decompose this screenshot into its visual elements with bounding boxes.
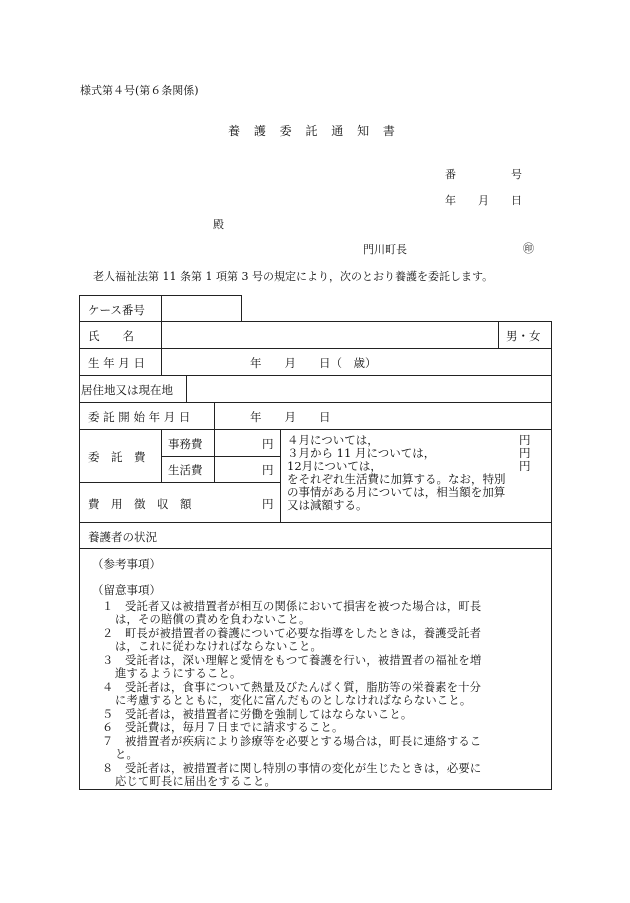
- fee-note-line: 又は減額する。: [287, 498, 368, 512]
- caution-line: に考慮するとともに，変化に富んだものとしなければならないこと。: [115, 694, 472, 707]
- addressee-label: 殿: [213, 218, 224, 231]
- fee-label: 委 託 費: [88, 450, 146, 464]
- fee-note-line: の事情がある月については，相当額を加算: [287, 485, 506, 499]
- fee-note-yen: 円: [519, 446, 531, 460]
- caution-line: １ 受託者又は被措置者が相互の関係において損害を被つた場合は，町長: [102, 600, 482, 613]
- caution-line: と。: [115, 748, 138, 761]
- birth-date-value: 年 月 日（ 歳）: [250, 356, 377, 370]
- start-date-label: 委 託 開 始 年 月 日: [88, 410, 191, 424]
- caution-line: ３ 受託者は，深い理解と愛情をもつて養護を行い，被措置者の福祉を増: [102, 654, 482, 667]
- fee-note-yen: 円: [519, 433, 531, 447]
- caution-line: ４ 受託者は，食事について熱量及びたんぱく質，脂肪等の栄養素を十分: [102, 681, 482, 694]
- caution-line: 応じて町長に届出をすること。: [115, 775, 276, 788]
- form-number: 様式第４号(第６条関係): [80, 84, 199, 97]
- caution-line: は，これに従わなければならないこと。: [115, 640, 322, 653]
- caution-line: ６ 受託費は，毎月７日までに請求すること。: [102, 721, 344, 734]
- number-label: 番 号: [445, 168, 522, 181]
- fee-note-line: ４月については，: [287, 433, 379, 447]
- fee-note-line: をそれぞれ生活費に加算する。なお，特別: [287, 472, 506, 486]
- fee-note-yen: 円: [519, 459, 531, 473]
- fee-notes: [287, 434, 537, 512]
- reference-label: （参考事項）: [92, 557, 161, 571]
- admin-fee-label: 事務費: [168, 437, 203, 451]
- caution-line: 進するようにすること。: [115, 667, 242, 680]
- caution-line: ８ 受託者は，被措置者に関し特別の事情の変化が生じたときは，必要に: [102, 762, 482, 775]
- case-number-label: ケース番号: [88, 303, 145, 317]
- intro-text: 老人福祉法第 11 条第 1 項第 3 号の規定により，次のとおり養護を委託します。: [93, 270, 494, 283]
- fee-note-line: 12月については，: [287, 459, 382, 473]
- name-label: 氏 名: [88, 329, 134, 343]
- start-date-value: 年 月 日: [250, 410, 331, 424]
- page-title: 養 護 委 託 通 知 書: [228, 124, 400, 138]
- collection-yen: 円: [262, 497, 274, 511]
- seal-mark: ㊞: [523, 242, 534, 255]
- admin-fee-yen: 円: [262, 437, 274, 451]
- collection-label: 費 用 徴 収 額: [88, 497, 192, 511]
- fee-note-line: ３月から 11 月については，: [287, 446, 436, 460]
- issuer-name: 門川町長: [363, 243, 407, 256]
- gender-options: 男・女: [506, 329, 541, 343]
- birth-date-label: 生 年 月 日: [88, 356, 145, 370]
- caution-title: （留意事項）: [92, 583, 161, 597]
- date-label: 年 月 日: [445, 194, 522, 207]
- residence-label: 居住地又は現在地: [81, 383, 173, 397]
- living-fee-yen: 円: [262, 463, 274, 477]
- living-fee-label: 生活費: [168, 463, 203, 477]
- caution-line: ５ 受託者は，被措置者に労働を強制してはならないこと。: [102, 708, 413, 721]
- guardian-status-label: 養護者の状況: [88, 530, 157, 544]
- caution-line: ２ 町長が被措置者の養護について必要な指導をしたときは，養護受託者: [102, 627, 482, 640]
- caution-line: は，その賠償の責めを負わないこと。: [115, 613, 311, 626]
- caution-line: ７ 被措置者が疾病により診療等を必要とする場合は，町長に連絡するこ: [102, 735, 482, 748]
